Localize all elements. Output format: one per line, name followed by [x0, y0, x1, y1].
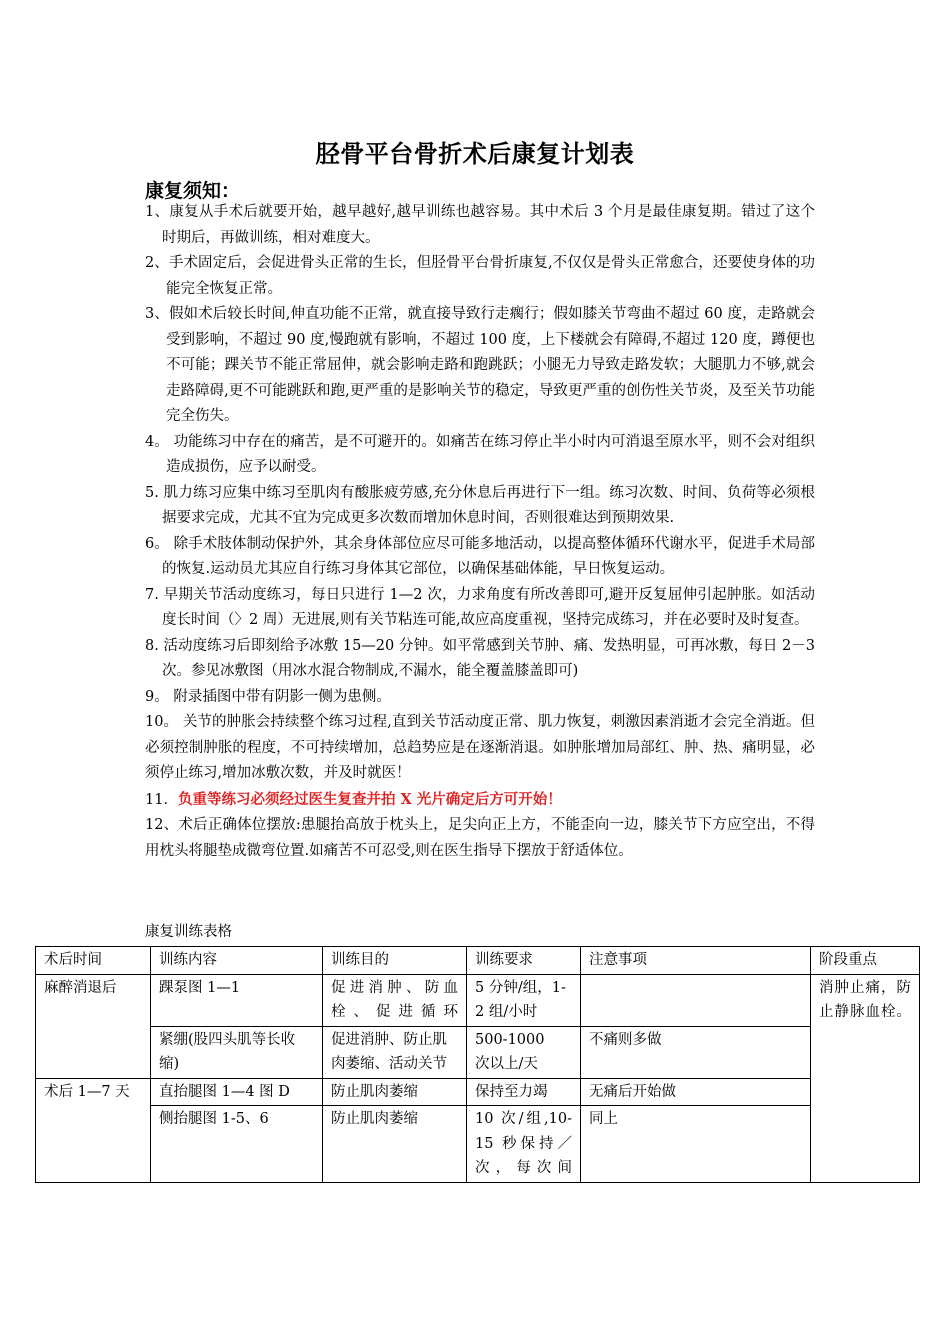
table-header-row [36, 947, 920, 975]
note-1: 1、康复从手术后就要开始，越早越好,越早训练也越容易。其中术后 3 个月是最佳康复期。错过了这个时期后，再做训练，相对难度大。 [145, 204, 815, 246]
table-row [36, 974, 920, 1026]
table-cell: 麻醉消退后 [36, 974, 151, 1078]
note-3: 3、假如术后较长时间,伸直功能不正常，就直接导致行走瘸行；假如膝关节弯曲不超过 60 度，走路就会受到影响，不超过 90 度,慢跑就有影响，不超过 100 度，上下楼就会有障碍,不超过 120 度，蹲便也不可能；踝关节不能正常屈伸，就会影响走路和跑跳跃；小腿无力导致走路发软；大腿肌力不够,就会走路障碍,更不可能跳跃和跑,更严重的是影响关节的稳定，导致更严重的创伤性关节炎，及至关节功能完全伤失。 [145, 306, 815, 424]
table-cell: 无痛后开始做 [581, 1078, 811, 1106]
note-12: 12、术后正确体位摆放:患腿抬高放于枕头上，足尖向正上方，不能歪向一边，膝关节下方应空出，不得用枕头将腿垫成微弯位置.如痛苦不可忍受,则在医生指导下摆放于舒适体位。 [145, 817, 815, 859]
section-heading: 康复须知： [145, 180, 241, 202]
note-6: 6。 除手术肢体制动保护外，其余身体部位应尽可能多地活动，以提高整体循环代谢水平，促进手术局部的恢复.运动员尤其应自行练习身体其它部位，以确保基础体能，早日恢复运动。 [145, 535, 815, 577]
table-cell: 保持至力竭 [467, 1078, 581, 1106]
header-cell: 训练内容 [151, 947, 323, 975]
note-2: 2、手术固定后，会促进骨头正常的生长，但胫骨平台骨折康复,不仅仅是骨头正常愈合，还要使身体的功能完全恢复正常。 [145, 255, 815, 297]
table-cell: 防止肌肉萎缩 [323, 1106, 467, 1183]
notes-list [145, 200, 815, 864]
note-5: 5. 肌力练习应集中练习至肌肉有酸胀疲劳感,充分休息后再进行下一组。练习次数、时间、负荷等必须根据要求完成，尤其不宜为完成更多次数而增加休息时间，否则很难达到预期效果. [145, 484, 815, 526]
note-4: 4。 功能练习中存在的痛苦，是不可避开的。如痛苦在练习停止半小时内可消退至原水平，则不会对组织造成损伤，应予以耐受。 [145, 433, 815, 475]
table-row [36, 1106, 920, 1183]
note-10: 10。 关节的肿胀会持续整个练习过程,直到关节活动度正常、肌力恢复，刺激因素消逝才会完全消逝。但必须控制肿胀的程度，不可持续增加，总趋势应是在逐渐消退。如肿胀增加局部红、肿、热、痛明显，必须停止练习,增加冰敷次数，并及时就医！ [145, 714, 815, 781]
table-cell: 不痛则多做 [581, 1026, 811, 1078]
table-cell [581, 974, 811, 1026]
header-cell: 注意事项 [581, 947, 811, 975]
rehab-table [35, 946, 920, 1183]
table-caption: 康复训练表格 [145, 924, 232, 940]
table-cell: 消肿止痛，防止静脉血栓。 [811, 974, 920, 1182]
table-cell: 侧抬腿图 1-5、6 [151, 1106, 323, 1183]
table-cell: 10 次/组,10-15 秒保持／次，每次间 [467, 1106, 581, 1183]
table-cell: 促进消肿、防止肌肉萎缩、活动关节 [323, 1026, 467, 1078]
table-cell: 踝泵图 1—1 [151, 974, 323, 1026]
note-8: 8. 活动度练习后即刻给予冰敷 15—20 分钟。如平常感到关节肿、痛、发热明显，可再冰敷，每日 2－3 次。参见冰敷图（用冰水混合物制成,不漏水，能全覆盖膝盖即可) [145, 637, 815, 679]
note-11-warning [145, 787, 815, 814]
note-11-number: 11． [145, 791, 178, 808]
header-cell: 训练目的 [323, 947, 467, 975]
table-row [36, 1078, 920, 1106]
table-cell: 促进消肿、防血栓、促进循环 [323, 974, 467, 1026]
table-cell: 同上 [581, 1106, 811, 1183]
table-cell: 5 分钟/组，1-2 组/小时 [467, 974, 581, 1026]
table-cell: 防止肌肉萎缩 [323, 1078, 467, 1106]
note-7: 7. 早期关节活动度练习，每日只进行 1—2 次，力求角度有所改善即可,避开反复屈伸引起肿胀。如活动度长时间（〉2 周）无进展,则有关节粘连可能,故应高度重视，坚持完成练习，并在必要时及时复查。 [145, 586, 815, 628]
table-cell: 术后 1—7 天 [36, 1078, 151, 1182]
table-cell: 500-1000 次以上/天 [467, 1026, 581, 1078]
note-11-text: 负重等练习必须经过医生复查并拍 X 光片确定后方可开始！ [177, 790, 562, 808]
header-cell: 训练要求 [467, 947, 581, 975]
page-title: 胫骨平台骨折术后康复计划表 [315, 140, 635, 168]
header-cell: 阶段重点 [811, 947, 920, 975]
table-row [36, 1026, 920, 1078]
header-cell: 术后时间 [36, 947, 151, 975]
note-9: 9。 附录插图中带有阴影一侧为患侧。 [145, 688, 391, 705]
table-cell: 直抬腿图 1—4 图 D [151, 1078, 323, 1106]
table-cell: 紧绷(股四头肌等长收缩) [151, 1026, 323, 1078]
